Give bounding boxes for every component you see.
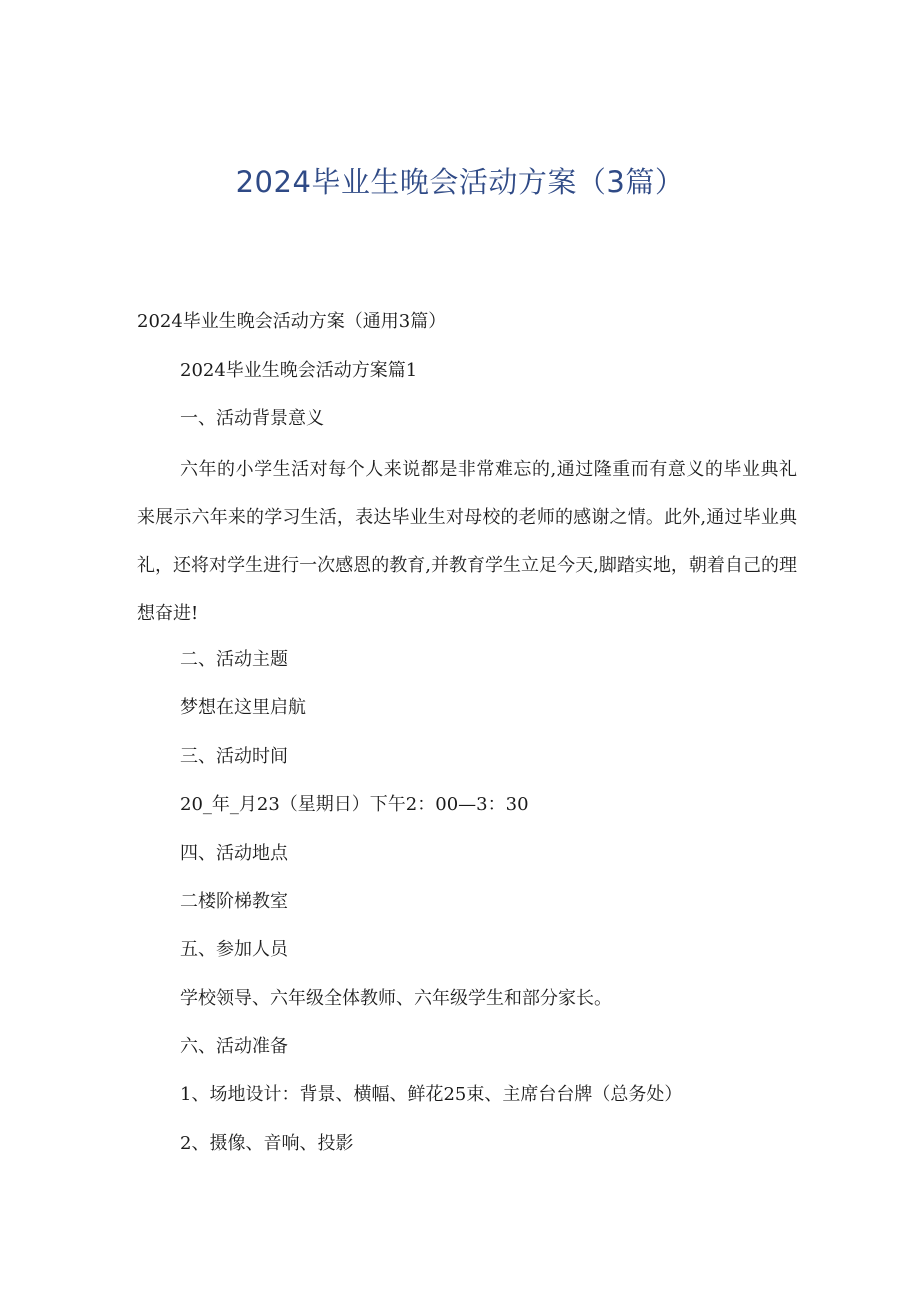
participants-text: 学校领导、六年级全体教师、六年级学生和部分家长。 [180, 988, 612, 1009]
time-text: 20_年_月23（星期日）下午2：00—3：30 [180, 794, 529, 815]
place-text: 二楼阶梯教室 [180, 891, 288, 912]
section-heading-place: 四、活动地点 [180, 843, 288, 864]
section-heading-background: 一、活动背景意义 [180, 408, 324, 429]
section-heading-theme: 二、活动主题 [180, 649, 288, 670]
section-heading-time: 三、活动时间 [180, 746, 288, 767]
section-heading-participants: 五、参加人员 [180, 939, 288, 960]
article-heading: 2024毕业生晚会活动方案篇1 [180, 360, 418, 381]
document-title: 2024毕业生晚会活动方案（3篇） [235, 165, 685, 199]
document-subtitle: 2024毕业生晚会活动方案（通用3篇） [137, 311, 447, 332]
section-heading-preparation: 六、活动准备 [180, 1036, 288, 1057]
background-paragraph: 六年的小学生活对每个人来说都是非常难忘的,通过隆重而有意义的毕业典礼来展示六年来的学习生活，表达毕业生对母校的老师的感谢之情。此外,通过毕业典礼，还将对学生进行一次感恩的教育,并教育学生立足今天,脚踏实地，朝着自己的理想奋进! [137, 459, 797, 624]
prep-item-2: 2、摄像、音响、投影 [180, 1133, 354, 1154]
theme-text: 梦想在这里启航 [180, 697, 306, 718]
prep-item-1: 1、场地设计：背景、横幅、鲜花25束、主席台台牌（总务处） [180, 1084, 683, 1105]
